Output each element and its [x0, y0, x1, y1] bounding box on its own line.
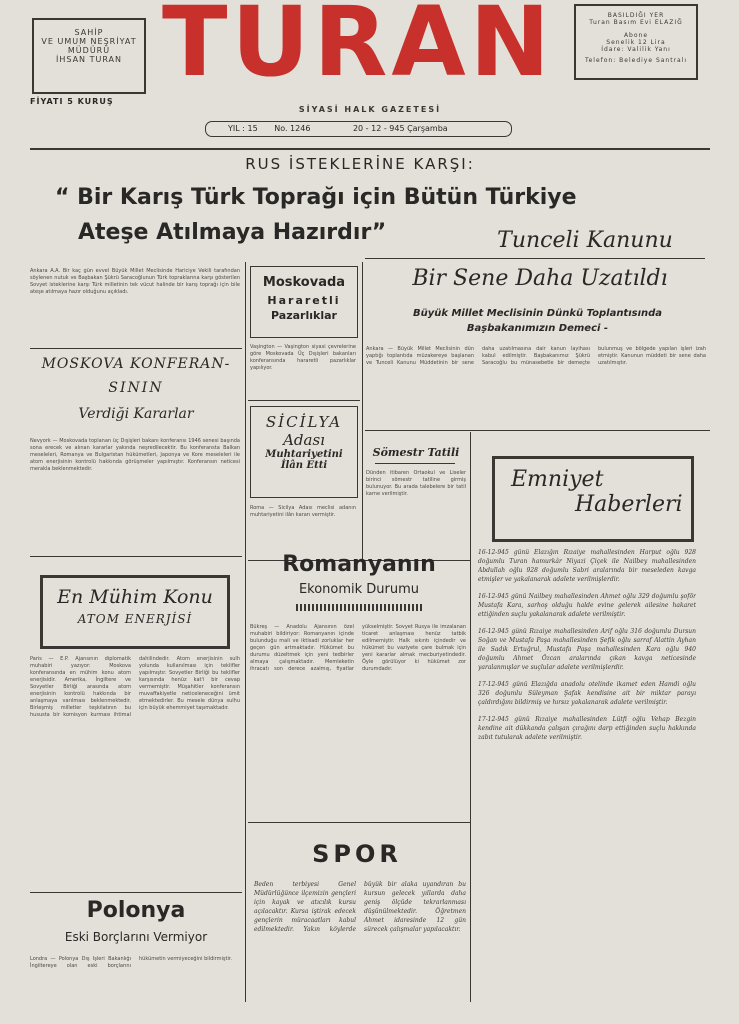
romanya-body: Bükreş — Anadolu Ajansının özel muhabiri bildiriyor: Romanyanın içinde bulunduğu mali ve iktisadi zorluklar her geçen gün artmaktadır. Hükümet bu durumu düzeltmek için yeni tedbirler almaya çalışmaktadır. Memleketin ihracatı son derece azalmış, fiyatlar yükselmiştir. Sovyet Rusya ile imzalanan ticaret anlaşması henüz tatbik edilmemiştir. Halk sıkıntı içindedir ve hükümet bu vaziyete çare bulmak için yeni kararlar almak mecburiyetindedir. Öyle görülüyor ki hükümet zor durumdadır. — [250, 624, 466, 672]
somestr-title: Sömestr Tatili — [372, 446, 460, 459]
section-rule — [30, 556, 242, 557]
moskova-konferans-body: Nevyork — Moskovada toplanan üç Dışişleri bakanı konferansı 1946 senesi başında sona erecek ve alınan kararlar yakında neşredilecektir. Bu konferansta Balkan meseleleri, Romanya ve Bulgaristan hükümetleri, Japonya ve Kore meseleleri ile atom enerjisinin kontrolü hakkında görüşmeler yapılmıştır. Konferansın neticesi merakla beklenmektedir. — [30, 438, 240, 472]
moskova-box-line1: Moskovada — [262, 275, 346, 290]
issue-number: No. 1246 — [274, 124, 311, 133]
somestr-body: Dünden itibaren Ortaokul ve Liseler birinci sömestr tatiline girmiş bulunuyor. Bu arada talebelere bir tatil karne verilmiştir. — [366, 470, 466, 497]
emniyet-date: 16-12-945 — [478, 549, 509, 556]
sicilya-box — [250, 406, 358, 498]
sicilya-body: Roma — Sicilya Adası meclisi adanın muhtariyetini ilân kararı vermiştir. — [250, 505, 356, 518]
lead-body: Ankara A.A. Bir kaç gün evvel Büyük Millet Meclisinde Hariciye Vekili tarafından söylenen nutuk ve Başbakan Şükrü Saracoğlunun Türk topraklarına karşı gösterilen Sovyet isteklerine karşı Türk milletinin tek vücut halinde bir karış toprağı için bile ateşe atılmaya hazır olduğunu açıkladı. — [30, 268, 240, 295]
romanya-line2: Ekonomik Durumu — [298, 582, 420, 597]
masthead-rule — [30, 148, 710, 150]
column-rule — [470, 432, 471, 1002]
emniyet-date: 17-12-945 — [478, 716, 509, 723]
emniyet-body: 16-12-945 günü Elazığın Rızaiye mahallesinden Harput oğlu 928 doğumlu Turan hamurkâr Niyazi Çiçek ile Nailbey mahallesinden Abdullah oğlu 928 doğumlu Sabri aralarında bir meseleden kavga etmişler ve yakalanarak adalete verilmişlerdir. 16-12-945 günü Nailbey mahallesinden Ahmet oğlu 329 doğumlu şoför Mustafa Kara, sarhoş olduğu halde evine gelerek ailesine hakaret ettiğinden suçlu yakalanarak adalete verilmiştir. 16-12-945 günü Rızaiye mahallesinden Arif oğlu 316 doğumlu Dursun Soğan ve Mustafa Paşa mahallesinden Şefik oğlu sarraf Alattin Ayhan ile Sadık Ertuğrul, Mustafa Paşa mahallesinden Kara oğlu 940 doğumlu Ahmet Özcan aralarında çıkan kavga neticesinde yaralanmışlar ve suçlular adalete verilmişlerdir. 17-12-945 günü Elazığda anadolu otelinde ikamet eden Hamdi oğlu 326 doğumlu Süleyman Şafak kendisine ait bir miktar parayı çaldırdığını bildirmiş ve hırsız yakalanarak adalete verilmiştir. 17-12-945 günü Rızaiye mahallesinden Lütfi oğlu Vehap Bezgin kendine ait dükkanda çalışan çırağını darp ettiğinden suçlu hakkında zabıt tutularak adalete verilmiştir. — [478, 549, 696, 741]
moskova-box-line3: Pazarlıklar — [271, 309, 337, 322]
issue-date: 20 - 12 - 945 Çarşamba — [352, 124, 448, 133]
lead-headline-1: “ Bir Karış Türk Toprağı için Bütün Türkiye — [55, 185, 577, 210]
tunceli-deck-1: Büyük Millet Meclisinin Dünkü Toplantısında — [412, 308, 663, 319]
spor-title: SPOR — [312, 840, 402, 868]
en-muhim-line2: ATOM ENERJİSİ — [77, 612, 193, 626]
owner-line: VE UMUM NEŞRİYAT — [41, 37, 137, 46]
printer-line: Telefon: Belediye Santralı — [584, 57, 688, 64]
moskova-box — [250, 266, 358, 338]
section-rule — [365, 430, 710, 431]
section-rule — [248, 822, 470, 823]
paper-subtitle: SİYASİ HALK GAZETESİ — [298, 105, 442, 114]
moskova-konferans-line3: Verdiği Kararlar — [78, 406, 194, 422]
tunceli-deck-2: Başbakanımızın Demeci - — [466, 323, 609, 334]
lead-kicker: RUS İSTEKLERİNE KARŞI: — [245, 155, 475, 173]
en-muhim-line1: En Mühim Konu — [57, 586, 213, 608]
issue-line — [205, 121, 512, 137]
sicilya-line4: İlân Etti — [280, 460, 328, 471]
polonya-line2: Eski Borçlarını Vermiyor — [64, 930, 208, 944]
moskova-box-line2: Hararetli — [267, 294, 341, 307]
emniyet-date: 17-12-945 — [478, 681, 509, 688]
price: FİYATI 5 KURUŞ — [30, 97, 114, 106]
polonya-line1: Polonya — [86, 898, 186, 923]
spor-body: Beden terbiyesi Genel Müdürlüğünce ilçemizin gençleri için kayak ve atıcılık kursu açılacaktır. Kursa iştirak edecek gençlerin müracaatları kabul edilmektedir. Yakın köylerde büyük bir alaka uyandıran bu kursun gelecek yıllarda daha geniş ölçüde tekrarlanması düşünülmektedir. Öğretmen Ahmet idaresinde 12 gün sürecek çalışmalar yapılacaktır. — [254, 881, 466, 933]
printer-line: Abone — [623, 32, 649, 39]
romanya-underline — [296, 604, 422, 611]
section-rule — [30, 348, 242, 349]
emniyet-date: 16-12-945 — [478, 593, 509, 600]
owner-box — [32, 18, 146, 94]
printer-line: İdare: Valilik Yanı — [601, 46, 671, 53]
column-rule — [245, 262, 246, 1002]
en-muhim-box — [40, 575, 230, 649]
owner-line: MÜDÜRÜ — [67, 46, 111, 55]
masthead-title: TURAN — [162, 0, 554, 98]
tunceli-title: Tunceli Kanunu — [497, 228, 673, 253]
tunceli-body: Ankara — Büyük Millet Meclisinin dün yaptığı toplantıda müzakereye başlanan ve Tunceli Kanunu Müddetinin bir sene daha uzatılmasına dair kanun layihası kabul edilmiştir. Başbakanımız Şükrü Saracoğlu bu münasebetle bir demeçte bulunmuş ve bölgede yapılan işleri izah etmiştir. Kanunun müddeti bir sene daha uzatılmıştır. — [366, 346, 706, 366]
moskova-konferans-line1: MOSKOVA KONFERAN- — [41, 356, 231, 372]
printer-line: Turan Basım Evi ELAZIĞ — [589, 19, 683, 26]
emniyet-line1: Emniyet — [511, 467, 604, 492]
section-rule — [30, 892, 242, 893]
somestr-rule — [375, 463, 455, 464]
owner-line: SAHİP — [74, 28, 104, 37]
moskova-box-body: Vaşington — Vaşington siyasi çevrelerine göre Moskovada Üç Dışişleri bakanları konferansında hararetli pazarlıklar yapılıyor. — [250, 344, 356, 371]
printer-box — [574, 4, 698, 80]
emniyet-date: 16-12-945 — [478, 628, 509, 635]
polonya-body: Londra — Polonya Dış İşleri Bakanlığı İngiltereye olan eski borçlarını hükümetin vermiyeceğini bildirmiştir. — [30, 956, 233, 969]
owner-line: İHSAN TURAN — [55, 55, 123, 64]
en-muhim-body: Paris — E.P. Ajansının diplomatik muhabiri yazıyor: Moskova konferansında en mühim konu atom enerjisidir. Amerika, İngiltere ve Sovyetler Birliği arasında atom enerjisinin kontrolü hakkında bir anlaşmaya varılması beklenmektedir. Birleşmiş milletler teşkilatının bu hususta bir komisyon kurması ihtimal dahilindedir. Atom enerjisinin sulh yolunda kullanılması için teklifler yapılmıştır. Sovyetler Birliği bu teklifler karşısında henüz kat'i bir cevap vermemiştir. Müşahitler konferansın muvaffakiyetle neticeleneceğini ümit etmektedirler. Bu mesele dünya sulhu için büyük ehemmiyet taşımaktadır. — [30, 656, 240, 718]
romanya-line1: Romanyanın — [282, 552, 436, 577]
tunceli-subtitle: Bir Sene Daha Uzatıldı — [412, 266, 668, 291]
column-rule — [362, 262, 363, 562]
sicilya-line3: Muhtariyetini — [265, 449, 343, 460]
lead-headline-2: Ateşe Atılmaya Hazırdır” — [78, 220, 387, 245]
section-rule — [248, 400, 360, 401]
printer-line: Senelik 12 Lira — [606, 39, 666, 46]
issue-year: YIL : 15 — [228, 124, 258, 133]
sicilya-line1: SİCİLYA — [265, 413, 343, 431]
sicilya-line2: Adası — [283, 431, 325, 449]
emniyet-box — [492, 456, 694, 542]
printer-line: BASILDIĞI YER — [607, 12, 665, 19]
emniyet-line2: Haberleri — [575, 492, 683, 517]
moskova-konferans-line2: SININ — [108, 380, 164, 396]
tunceli-rule — [365, 258, 705, 259]
